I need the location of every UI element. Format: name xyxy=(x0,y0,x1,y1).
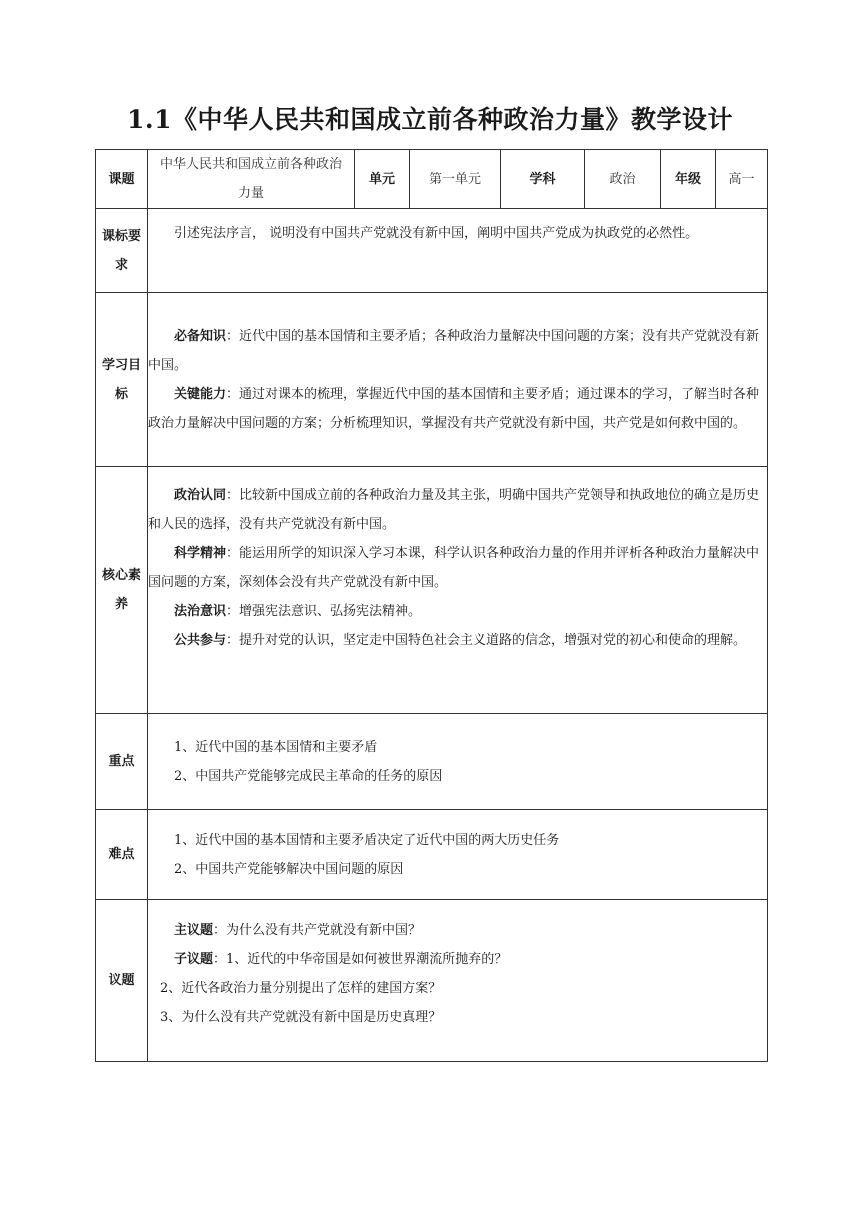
literacy-term: 政治认同 xyxy=(174,488,227,503)
literacy-text: ：能运用所学的知识深入学习本课，科学认识各种政治力量的作用并评析各种政治力量解决中国问题的方案，深刻体会没有共产党就没有新中国。 xyxy=(148,546,760,590)
topics-label: 议题 xyxy=(96,900,148,1062)
sub-topic-term: 子议题 xyxy=(174,952,214,967)
key-point-item: 1、近代中国的基本国情和主要矛盾 xyxy=(174,739,378,755)
literacy-text: ：增强宪法意识、弘扬宪法精神。 xyxy=(226,604,422,619)
sub-topic-item: 3、为什么没有共产党就没有新中国是历史真理？ xyxy=(160,1010,442,1025)
literacy-text: ：提升对党的认识，坚定走中国特色社会主义道路的信念，增强对党的初心和使命的理解。 xyxy=(226,633,747,648)
document-title: 1.1《中华人民共和国成立前各种政治力量》教学设计 xyxy=(127,105,733,134)
topics-row xyxy=(96,900,768,1062)
standard-row xyxy=(96,209,768,293)
literacy-label: 核心素养 xyxy=(96,467,148,714)
literacy-item xyxy=(148,481,767,539)
subject-label: 学科 xyxy=(501,150,585,209)
main-topic-term: 主议题 xyxy=(174,923,214,938)
difficulties-row xyxy=(96,810,768,900)
difficulties-label: 难点 xyxy=(96,810,148,900)
main-topic-text: ：为什么没有共产党就没有新中国？ xyxy=(213,923,422,938)
standard-text: 引述宪法序言， 说明没有中国共产党就没有新中国，阐明中国共产党成为执政党的必然性。 xyxy=(174,226,699,241)
literacy-item xyxy=(148,626,767,655)
literacy-term: 公共参与 xyxy=(174,633,227,648)
literacy-item xyxy=(148,597,767,626)
key-point-item: 2、中国共产党能够完成民主革命的任务的原因 xyxy=(174,768,443,784)
objective-text: ：通过对课本的梳理，掌握近代中国的基本国情和主要矛盾；通过课本的学习，了解当时各种政治力量解决中国问题的方案；分析梳理知识，掌握没有共产党就没有新中国，共产党是如何救中国的。 xyxy=(148,386,760,431)
literacy-text: ：比较新中国成立前的各种政治力量及其主张，明确中国共产党领导和执政地位的确立是历史和人民的选择，没有共产党就没有新中国。 xyxy=(148,488,760,532)
key-points-row xyxy=(96,714,768,810)
literacy-term: 科学精神 xyxy=(174,546,227,561)
topic-label: 课题 xyxy=(96,150,148,209)
literacy-term: 法治意识 xyxy=(174,604,227,619)
main-topic xyxy=(148,916,767,945)
objective-term: 关键能力 xyxy=(174,386,227,402)
unit-value: 第一单元 xyxy=(410,150,501,209)
sub-topic xyxy=(148,945,767,974)
sub-topic-item: 2、近代各政治力量分别提出了怎样的建国方案？ xyxy=(160,981,442,996)
subject-value: 政治 xyxy=(585,150,661,209)
difficulty-item: 2、中国共产党能够解决中国问题的原因 xyxy=(174,861,404,877)
standard-label: 课标要求 xyxy=(96,209,148,293)
objectives-row xyxy=(96,293,768,467)
difficulty-item: 1、近代中国的基本国情和主要矛盾决定了近代中国的两大历史任务 xyxy=(174,832,560,848)
key-points-label: 重点 xyxy=(96,714,148,810)
objective-item xyxy=(148,322,767,380)
literacy-item xyxy=(148,539,767,597)
objective-term: 必备知识 xyxy=(174,328,227,344)
grade-value: 高一 xyxy=(716,150,768,209)
unit-label: 单元 xyxy=(355,150,410,209)
objective-item xyxy=(148,380,767,438)
objective-text: ：近代中国的基本国情和主要矛盾；各种政治力量解决中国问题的方案；没有共产党就没有新中国。 xyxy=(148,328,760,373)
lesson-plan-table xyxy=(95,149,768,1062)
literacy-row xyxy=(96,467,768,714)
topic-value: 中华人民共和国成立前各种政治力量 xyxy=(148,150,355,209)
objectives-label: 学习目标 xyxy=(96,293,148,467)
sub-topic-text: ：1、近代的中华帝国是如何被世界潮流所抛弃的？ xyxy=(213,952,508,967)
grade-label: 年级 xyxy=(661,150,716,209)
header-row xyxy=(96,150,768,209)
